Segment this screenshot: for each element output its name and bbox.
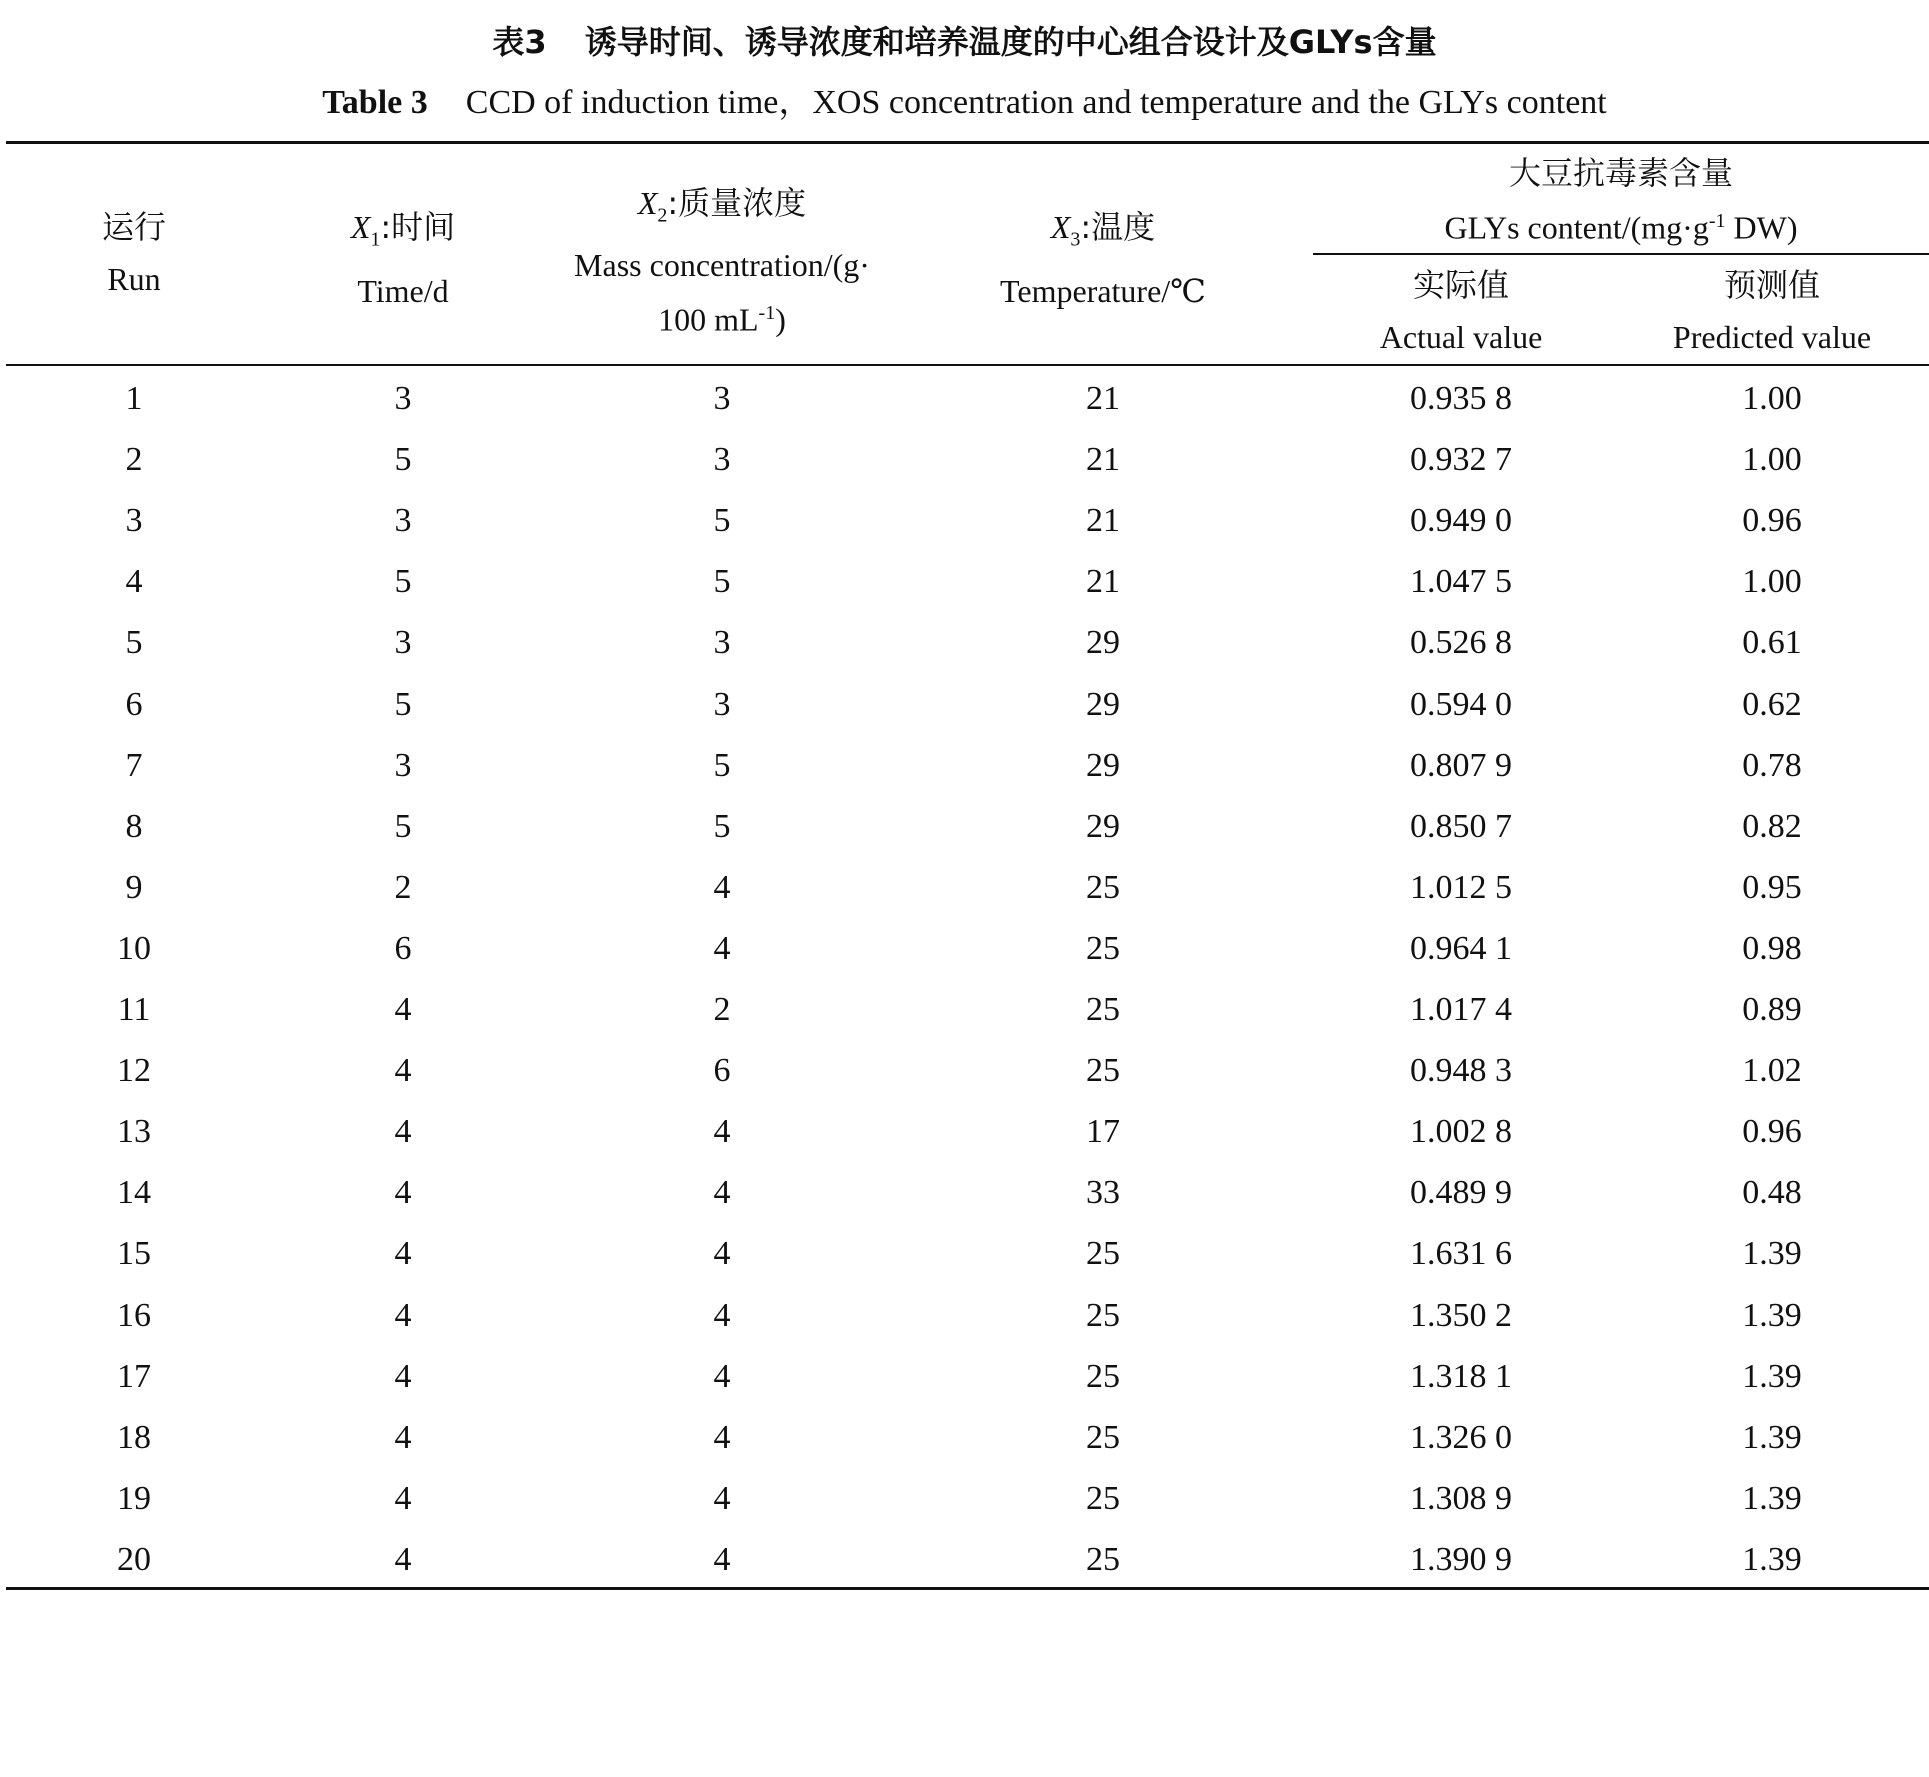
time-cell: 3 xyxy=(394,502,412,540)
mass-concentration-cell: 5 xyxy=(713,807,731,845)
table-row xyxy=(0,857,1929,918)
predicted-value-cell: 1.00 xyxy=(1742,563,1802,601)
time-cell: 3 xyxy=(394,624,412,662)
mass-concentration-cell: 4 xyxy=(713,1418,731,1456)
table-row xyxy=(0,1407,1929,1468)
header-time xyxy=(303,204,503,314)
actual-value-cell: 1.012 5 xyxy=(1410,868,1512,906)
header-mass-var: X xyxy=(637,185,658,221)
mass-concentration-cell: 4 xyxy=(713,1296,731,1334)
header-actual-cn: 实际值 xyxy=(1412,266,1509,304)
temperature-cell: 25 xyxy=(1086,991,1120,1028)
table-row xyxy=(0,1346,1929,1407)
predicted-value-cell: 1.39 xyxy=(1742,1296,1802,1334)
actual-value-cell: 0.948 3 xyxy=(1410,1052,1512,1090)
table-row xyxy=(0,612,1929,673)
header-actual-value xyxy=(1311,262,1611,360)
table-row xyxy=(0,429,1929,490)
actual-value-cell: 0.949 0 xyxy=(1410,502,1512,540)
mass-concentration-cell: 3 xyxy=(713,624,731,662)
temperature-cell: 25 xyxy=(1086,1418,1120,1456)
predicted-value-cell: 1.00 xyxy=(1742,380,1802,417)
header-run-cn: 运行 xyxy=(101,208,166,246)
predicted-value-cell: 0.98 xyxy=(1742,929,1802,967)
temperature-cell: 21 xyxy=(1086,563,1120,601)
run-cell: 5 xyxy=(125,624,143,662)
actual-value-cell: 0.489 9 xyxy=(1410,1174,1512,1212)
temperature-cell: 25 xyxy=(1086,1540,1120,1578)
run-cell: 1 xyxy=(125,380,143,417)
time-cell: 4 xyxy=(394,1174,412,1212)
actual-value-cell: 1.350 2 xyxy=(1410,1296,1512,1334)
temperature-cell: 21 xyxy=(1086,380,1120,417)
header-bottom-rule xyxy=(6,364,1929,366)
actual-value-cell: 0.850 7 xyxy=(1410,807,1512,845)
header-time-cn: :时间 xyxy=(380,208,456,246)
time-cell: 3 xyxy=(394,746,412,784)
header-glys-en-sup: -1 xyxy=(1708,210,1726,232)
predicted-value-cell: 1.02 xyxy=(1742,1052,1802,1090)
mass-concentration-cell: 4 xyxy=(713,1235,731,1273)
table-row xyxy=(0,1101,1929,1162)
header-mass-en-line2b: ) xyxy=(775,302,786,339)
time-cell: 4 xyxy=(394,1479,412,1517)
actual-value-cell: 0.807 9 xyxy=(1410,746,1512,784)
actual-value-cell: 1.318 1 xyxy=(1410,1357,1512,1395)
run-cell: 19 xyxy=(117,1479,151,1517)
temperature-cell: 25 xyxy=(1086,1296,1120,1334)
predicted-value-cell: 1.39 xyxy=(1742,1235,1802,1273)
glys-group-rule xyxy=(1313,253,1929,255)
run-cell: 3 xyxy=(125,502,143,540)
header-actual-en: Actual value xyxy=(1379,319,1543,355)
temperature-cell: 25 xyxy=(1086,1357,1120,1395)
run-cell: 20 xyxy=(117,1540,151,1578)
table-caption-chinese: 诱导时间、诱导浓度和培养温度的中心组合设计及GLYs含量 xyxy=(584,23,1437,61)
header-time-en: Time/d xyxy=(357,273,449,310)
header-run-en: Run xyxy=(107,261,161,297)
time-cell: 4 xyxy=(394,1052,412,1090)
header-mass-sub: 2 xyxy=(657,204,668,227)
table-row xyxy=(0,796,1929,857)
mass-concentration-cell: 5 xyxy=(713,502,731,540)
table-row xyxy=(0,1040,1929,1101)
header-mass-cn: :质量浓度 xyxy=(667,184,807,222)
temperature-cell: 29 xyxy=(1086,685,1120,723)
predicted-value-cell: 1.39 xyxy=(1742,1540,1802,1578)
table-caption-english: CCD of induction time，XOS concentration and temperature and the GLYs content xyxy=(465,84,1607,121)
header-run xyxy=(34,204,234,302)
table-title-english xyxy=(0,78,1929,128)
actual-value-cell: 0.935 8 xyxy=(1410,380,1512,417)
table-row xyxy=(0,551,1929,612)
temperature-cell: 25 xyxy=(1086,1479,1120,1517)
run-cell: 17 xyxy=(117,1357,151,1395)
actual-value-cell: 1.017 4 xyxy=(1410,991,1512,1028)
actual-value-cell: 1.326 0 xyxy=(1410,1418,1512,1456)
time-cell: 4 xyxy=(394,1235,412,1273)
run-cell: 14 xyxy=(117,1174,151,1212)
mass-concentration-cell: 5 xyxy=(713,746,731,784)
actual-value-cell: 1.308 9 xyxy=(1410,1479,1512,1517)
temperature-cell: 29 xyxy=(1086,746,1120,784)
temperature-cell: 29 xyxy=(1086,807,1120,845)
table-title-chinese xyxy=(0,18,1929,66)
mass-concentration-cell: 4 xyxy=(713,1479,731,1517)
table-row xyxy=(0,735,1929,796)
time-cell: 4 xyxy=(394,1357,412,1395)
actual-value-cell: 0.964 1 xyxy=(1410,929,1512,967)
table-row xyxy=(0,368,1929,429)
table-row xyxy=(0,1223,1929,1284)
table-row xyxy=(0,1285,1929,1346)
mass-concentration-cell: 4 xyxy=(713,1540,731,1578)
mass-concentration-cell: 2 xyxy=(713,991,731,1028)
temperature-cell: 21 xyxy=(1086,441,1120,479)
header-temp-sub: 3 xyxy=(1070,228,1081,251)
table-label-english: Table 3 xyxy=(322,84,428,121)
run-cell: 6 xyxy=(125,685,143,723)
mass-concentration-cell: 4 xyxy=(713,1357,731,1395)
temperature-cell: 29 xyxy=(1086,624,1120,662)
header-mass-concentration xyxy=(522,180,922,343)
time-cell: 4 xyxy=(394,1418,412,1456)
temperature-cell: 25 xyxy=(1086,1052,1120,1090)
run-cell: 8 xyxy=(125,807,143,845)
run-cell: 7 xyxy=(125,746,143,784)
mass-concentration-cell: 4 xyxy=(713,1174,731,1212)
temperature-cell: 25 xyxy=(1086,1235,1120,1273)
time-cell: 4 xyxy=(394,1540,412,1578)
mass-concentration-cell: 4 xyxy=(713,1113,731,1151)
predicted-value-cell: 0.78 xyxy=(1742,746,1802,784)
temperature-cell: 33 xyxy=(1086,1174,1120,1212)
mass-concentration-cell: 4 xyxy=(713,868,731,906)
actual-value-cell: 0.526 8 xyxy=(1410,624,1512,662)
mass-concentration-cell: 3 xyxy=(713,380,731,417)
run-cell: 13 xyxy=(117,1113,151,1151)
predicted-value-cell: 1.39 xyxy=(1742,1418,1802,1456)
header-predicted-value xyxy=(1622,262,1922,360)
run-cell: 12 xyxy=(117,1052,151,1090)
actual-value-cell: 1.631 6 xyxy=(1410,1235,1512,1273)
time-cell: 5 xyxy=(394,685,412,723)
header-temperature xyxy=(953,204,1253,314)
actual-value-cell: 0.594 0 xyxy=(1410,685,1512,723)
time-cell: 4 xyxy=(394,1296,412,1334)
predicted-value-cell: 0.48 xyxy=(1742,1174,1802,1212)
mass-concentration-cell: 3 xyxy=(713,441,731,479)
table-top-rule xyxy=(6,141,1929,144)
run-cell: 11 xyxy=(117,991,151,1028)
run-cell: 16 xyxy=(117,1296,151,1334)
table-row xyxy=(0,1162,1929,1223)
mass-concentration-cell: 5 xyxy=(713,563,731,601)
actual-value-cell: 1.390 9 xyxy=(1410,1540,1512,1578)
actual-value-cell: 0.932 7 xyxy=(1410,441,1512,479)
run-cell: 9 xyxy=(125,868,143,906)
table-row xyxy=(0,1468,1929,1529)
header-time-var: X xyxy=(350,209,371,245)
run-cell: 4 xyxy=(125,563,143,601)
header-predicted-en: Predicted value xyxy=(1672,319,1872,355)
time-cell: 5 xyxy=(394,563,412,601)
table-row xyxy=(0,1529,1929,1590)
predicted-value-cell: 0.89 xyxy=(1742,991,1802,1028)
run-cell: 15 xyxy=(117,1235,151,1273)
time-cell: 5 xyxy=(394,441,412,479)
header-predicted-cn: 预测值 xyxy=(1723,266,1820,304)
predicted-value-cell: 0.96 xyxy=(1742,502,1802,540)
time-cell: 4 xyxy=(394,1113,412,1151)
run-cell: 2 xyxy=(125,441,143,479)
header-time-sub: 1 xyxy=(370,228,381,251)
predicted-value-cell: 1.00 xyxy=(1742,441,1802,479)
table-row xyxy=(0,918,1929,979)
predicted-value-cell: 1.39 xyxy=(1742,1479,1802,1517)
mass-concentration-cell: 6 xyxy=(713,1052,731,1090)
predicted-value-cell: 0.82 xyxy=(1742,807,1802,845)
predicted-value-cell: 0.96 xyxy=(1742,1113,1802,1151)
header-mass-en-sup: -1 xyxy=(758,302,776,325)
mass-concentration-cell: 3 xyxy=(713,685,731,723)
temperature-cell: 21 xyxy=(1086,502,1120,540)
table-row xyxy=(0,674,1929,735)
header-mass-en-line1: Mass concentration/(g· xyxy=(574,247,870,284)
time-cell: 2 xyxy=(394,868,412,906)
time-cell: 4 xyxy=(394,991,412,1028)
header-glys-content xyxy=(1313,150,1929,251)
header-temp-en: Temperature/℃ xyxy=(1000,273,1206,310)
header-temp-cn: :温度 xyxy=(1080,208,1156,246)
header-glys-en-b: DW) xyxy=(1725,209,1798,246)
run-cell: 10 xyxy=(117,929,151,967)
header-temp-var: X xyxy=(1050,209,1071,245)
temperature-cell: 25 xyxy=(1086,929,1120,967)
header-glys-cn: 大豆抗毒素含量 xyxy=(1508,154,1733,192)
header-mass-en-line2a: 100 mL xyxy=(658,302,759,339)
run-cell: 18 xyxy=(117,1418,151,1456)
time-cell: 6 xyxy=(394,929,412,967)
table-row xyxy=(0,490,1929,551)
predicted-value-cell: 0.61 xyxy=(1742,624,1802,662)
header-glys-en-a: GLYs content/(mg·g xyxy=(1444,209,1709,246)
temperature-cell: 17 xyxy=(1086,1113,1120,1151)
table-row xyxy=(0,979,1929,1040)
actual-value-cell: 1.002 8 xyxy=(1410,1113,1512,1151)
predicted-value-cell: 1.39 xyxy=(1742,1357,1802,1395)
time-cell: 5 xyxy=(394,807,412,845)
predicted-value-cell: 0.62 xyxy=(1742,685,1802,723)
mass-concentration-cell: 4 xyxy=(713,929,731,967)
predicted-value-cell: 0.95 xyxy=(1742,868,1802,906)
table-label-chinese: 表3 xyxy=(492,23,547,61)
temperature-cell: 25 xyxy=(1086,868,1120,906)
time-cell: 3 xyxy=(394,380,412,417)
actual-value-cell: 1.047 5 xyxy=(1410,563,1512,601)
